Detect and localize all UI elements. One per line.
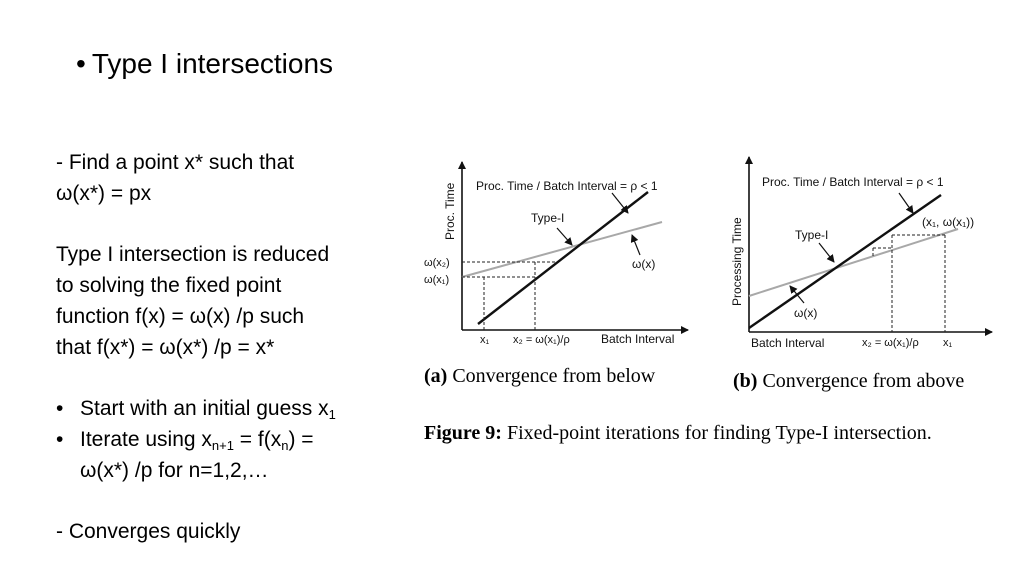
panel-a-x1-label: x₁: [480, 334, 490, 346]
figure-caption-text: Fixed-point iterations for finding Type-I intersection.: [501, 422, 932, 444]
panel-b-caption-tag: (b): [733, 370, 758, 392]
para3: - Converges quickly: [56, 520, 241, 543]
bullet-item-1-sub: 1: [328, 407, 336, 422]
panel-a-caption-text: Convergence from below: [447, 365, 656, 387]
bullet-dot: •: [56, 397, 64, 420]
bullet-item-2-pre: Iterate using x: [80, 428, 212, 451]
panel-b-ylabel: Processing Time: [730, 217, 744, 306]
para2-line1: Type I intersection is reduced: [56, 243, 330, 266]
para1-line1: - Find a point x* such that: [56, 151, 295, 174]
panel-b-caption-text: Convergence from above: [757, 370, 965, 392]
panel-b: [730, 157, 992, 350]
panel-a-omega-label: ω(x): [632, 257, 656, 271]
panel-b-omega-arrow: [790, 286, 804, 303]
bullet-item-2-mid: = f(x: [233, 428, 282, 451]
panel-a: [424, 162, 688, 346]
panel-b-note-arrow: [899, 193, 913, 213]
figure-caption-tag: Figure 9:: [424, 422, 502, 444]
bullet-item-2-post: ) =: [288, 428, 314, 451]
bullet-item-2-sub1: n+1: [211, 438, 234, 453]
panel-a-caption-tag: (a): [424, 365, 448, 387]
panel-b-omega-label: ω(x): [794, 306, 818, 320]
bullet-item-2-sub2: n: [281, 438, 289, 453]
para2-line4: that f(x*) = ω(x*) /p = x*: [56, 336, 275, 359]
figure-caption: [424, 422, 932, 445]
panel-a-type-arrow: [557, 228, 572, 245]
panel-b-omega-curve: [749, 229, 958, 296]
panel-b-x2-label: x₂ = ω(x₁)/ρ: [862, 337, 919, 349]
panel-b-point-label: (x₁, ω(x₁)): [922, 215, 975, 229]
panel-a-x2-label: x₂ = ω(x₁)/ρ: [513, 334, 570, 346]
panel-b-type-arrow: [819, 243, 834, 262]
panel-b-type-label: Type-I: [795, 228, 829, 242]
panel-a-omega-x2: ω(x₂): [424, 257, 450, 269]
panel-a-omega-arrow: [632, 235, 640, 255]
bullet-item-2-line2: ω(x*) /p for n=1,2,…: [80, 459, 269, 482]
panel-a-ylabel: Proc. Time: [443, 182, 457, 240]
panel-a-caption: [424, 365, 655, 388]
bullet-dot: •: [56, 428, 64, 451]
panel-b-note: Proc. Time / Batch Interval = ρ < 1: [762, 175, 944, 189]
para1-line2: ω(x*) = px: [56, 182, 152, 205]
bullet-item-1-label: Start with an initial guess x: [80, 397, 329, 420]
title-bullet: •: [76, 48, 86, 79]
title-text: Type I intersections: [91, 48, 334, 79]
panel-b-x1-label: x₁: [943, 337, 953, 349]
panel-b-caption: [733, 370, 964, 393]
panel-b-xlabel: Batch Interval: [751, 336, 825, 350]
para2-line3: function f(x) = ω(x) /p such: [56, 305, 305, 328]
panel-a-xlabel: Batch Interval: [601, 332, 675, 346]
para2-line2: to solving the fixed point: [56, 274, 282, 297]
panel-a-note-arrow: [612, 193, 628, 213]
panel-a-type-label: Type-I: [531, 211, 565, 225]
panel-b-rho-line: [749, 195, 941, 328]
panel-a-note: Proc. Time / Batch Interval = ρ < 1: [476, 179, 658, 193]
panel-a-omega-x1: ω(x₁): [424, 274, 450, 286]
